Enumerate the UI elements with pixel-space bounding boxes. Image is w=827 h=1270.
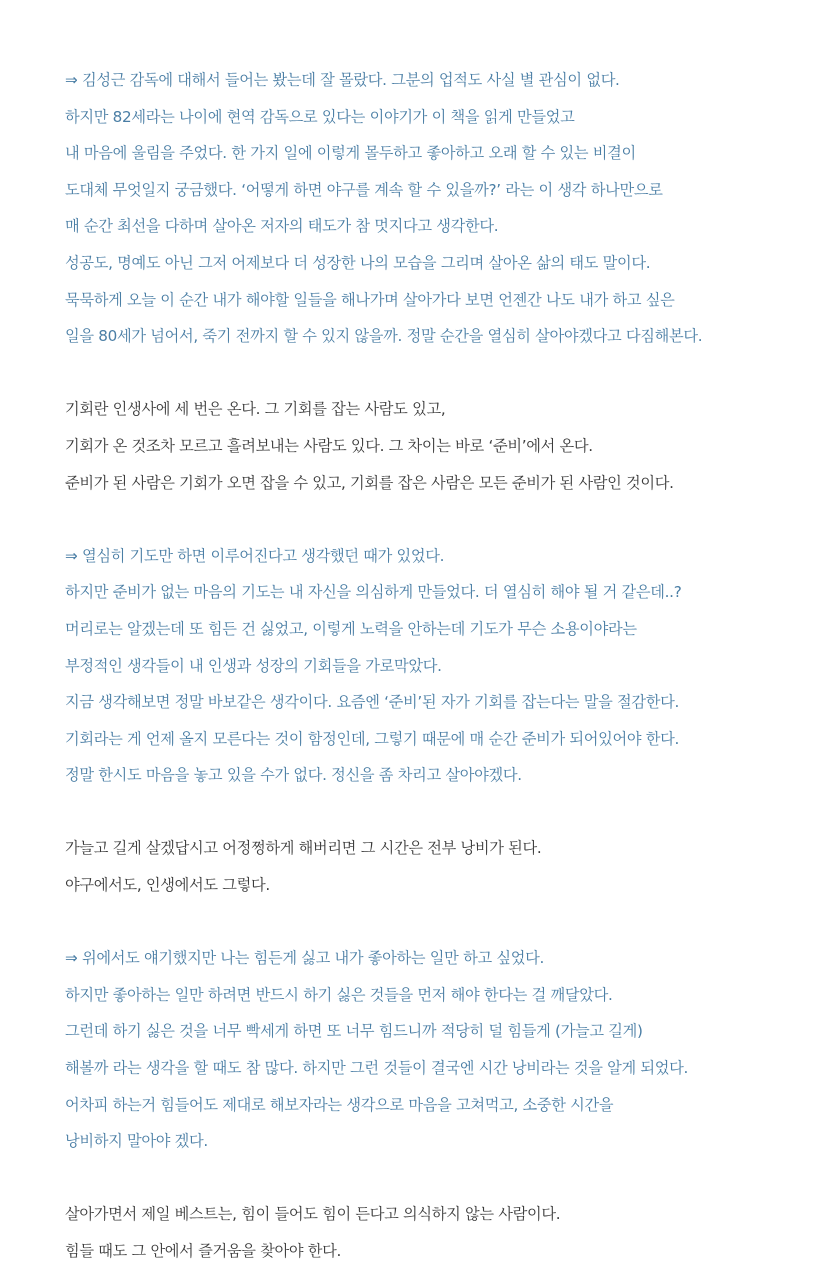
text-line: 묵묵하게 오늘 이 순간 내가 해야할 일들을 해나가며 살아가다 보면 언젠간 나도 내가 하고 싶은 bbox=[65, 290, 675, 309]
text-line: 하지만 82세라는 나이에 현역 감독으로 있다는 이야기가 이 책을 읽게 만들었고 bbox=[65, 107, 575, 126]
text-line: 낭비하지 말아야 겠다. bbox=[65, 1132, 208, 1151]
text-line: 성공도, 명예도 아닌 그저 어제보다 더 성장한 나의 모습을 그리며 살아온 삶의 태도 말이다. bbox=[65, 253, 651, 272]
text-line: 기회가 온 것조차 모르고 흘려보내는 사람도 있다. 그 차이는 바로 ‘준비’에서 온다. bbox=[65, 436, 593, 455]
text-line: 지금 생각해보면 정말 바보같은 생각이다. 요즘엔 ‘준비’된 자가 기회를 잡는다는 말을 절감한다. bbox=[65, 693, 680, 712]
text-line: 준비가 된 사람은 기회가 오면 잡을 수 있고, 기회를 잡은 사람은 모든 준비가 된 사람인 것이다. bbox=[65, 473, 674, 492]
text-line: 도대체 무엇일지 궁금했다. ‘어떻게 하면 야구를 계속 할 수 있을까?’ 라는 이 생각 하나만으로 bbox=[65, 180, 663, 199]
text-line: 기회란 인생사에 세 번은 온다. 그 기회를 잡는 사람도 있고, bbox=[65, 400, 446, 419]
text-line: 내 마음에 울림을 주었다. 한 가지 일에 이렇게 몰두하고 좋아하고 오래 할 수 있는 비결이 bbox=[65, 144, 636, 163]
quote-paragraph-3 bbox=[65, 1196, 827, 1269]
quote-paragraph-2 bbox=[65, 830, 827, 903]
text-line: 하지만 좋아하는 일만 하려면 반드시 하기 싫은 것들을 먼저 해야 한다는 걸 깨달았다. bbox=[65, 985, 613, 1004]
text-line: 일을 80세가 넘어서, 죽기 전까지 할 수 있지 않을까. 정말 순간을 열심히 살아야겠다고 다짐해본다. bbox=[65, 327, 703, 346]
text-line: 힘들 때도 그 안에서 즐거움을 찾아야 한다. bbox=[65, 1242, 342, 1260]
reflection-paragraph-3 bbox=[65, 940, 827, 1160]
text-line: 부정적인 생각들이 내 인생과 성장의 기회들을 가로막았다. bbox=[65, 656, 442, 675]
text-line: 머리로는 알겠는데 또 힘든 건 싫었고, 이렇게 노력을 안하는데 기도가 무슨 소용이야라는 bbox=[65, 619, 637, 638]
text-line: 매 순간 최선을 다하며 살아온 저자의 태도가 참 멋지다고 생각한다. bbox=[65, 217, 499, 236]
reflection-paragraph-1 bbox=[65, 62, 827, 355]
text-line: ⇒ 김성근 감독에 대해서 들어는 봤는데 잘 몰랐다. 그분의 업적도 사실 별 관심이 없다. bbox=[65, 71, 620, 89]
text-line: 정말 한시도 마음을 놓고 있을 수가 없다. 정신을 좀 차리고 살아야겠다. bbox=[65, 766, 522, 785]
text-line: 기회라는 게 언제 올지 모른다는 것이 함정인데, 그렇기 때문에 매 순간 준비가 되어있어야 한다. bbox=[65, 729, 680, 748]
text-line: 그런데 하기 싫은 것을 너무 빡세게 하면 또 너무 힘드니까 적당히 덜 힘들게 (가늘고 길게) bbox=[65, 1022, 643, 1041]
text-line: 살아가면서 제일 베스트는, 힘이 들어도 힘이 든다고 의식하지 않는 사람이다. bbox=[65, 1205, 561, 1224]
text-line: 가늘고 길게 살겠답시고 어정쩡하게 해버리면 그 시간은 전부 낭비가 된다. bbox=[65, 839, 542, 858]
text-line: 야구에서도, 인생에서도 그렇다. bbox=[65, 876, 270, 895]
reflection-paragraph-2 bbox=[65, 538, 827, 794]
text-line: ⇒ 위에서도 얘기했지만 나는 힘든게 싫고 내가 좋아하는 일만 하고 싶었다. bbox=[65, 949, 544, 968]
text-line: 해볼까 라는 생각을 할 때도 참 많다. 하지만 그런 것들이 결국엔 시간 낭비라는 것을 알게 되었다. bbox=[65, 1059, 689, 1078]
quote-paragraph-1 bbox=[65, 391, 827, 501]
text-line: 하지만 준비가 없는 마음의 기도는 내 자신을 의심하게 만들었다. 더 열심히 해야 될 거 같은데..? bbox=[65, 583, 682, 602]
text-line: ⇒ 열심히 기도만 하면 이루어진다고 생각했던 때가 있었다. bbox=[65, 546, 445, 565]
text-line: 어차피 하는거 힘들어도 제대로 해보자라는 생각으로 마음을 고쳐먹고, 소중한 시간을 bbox=[65, 1095, 614, 1114]
